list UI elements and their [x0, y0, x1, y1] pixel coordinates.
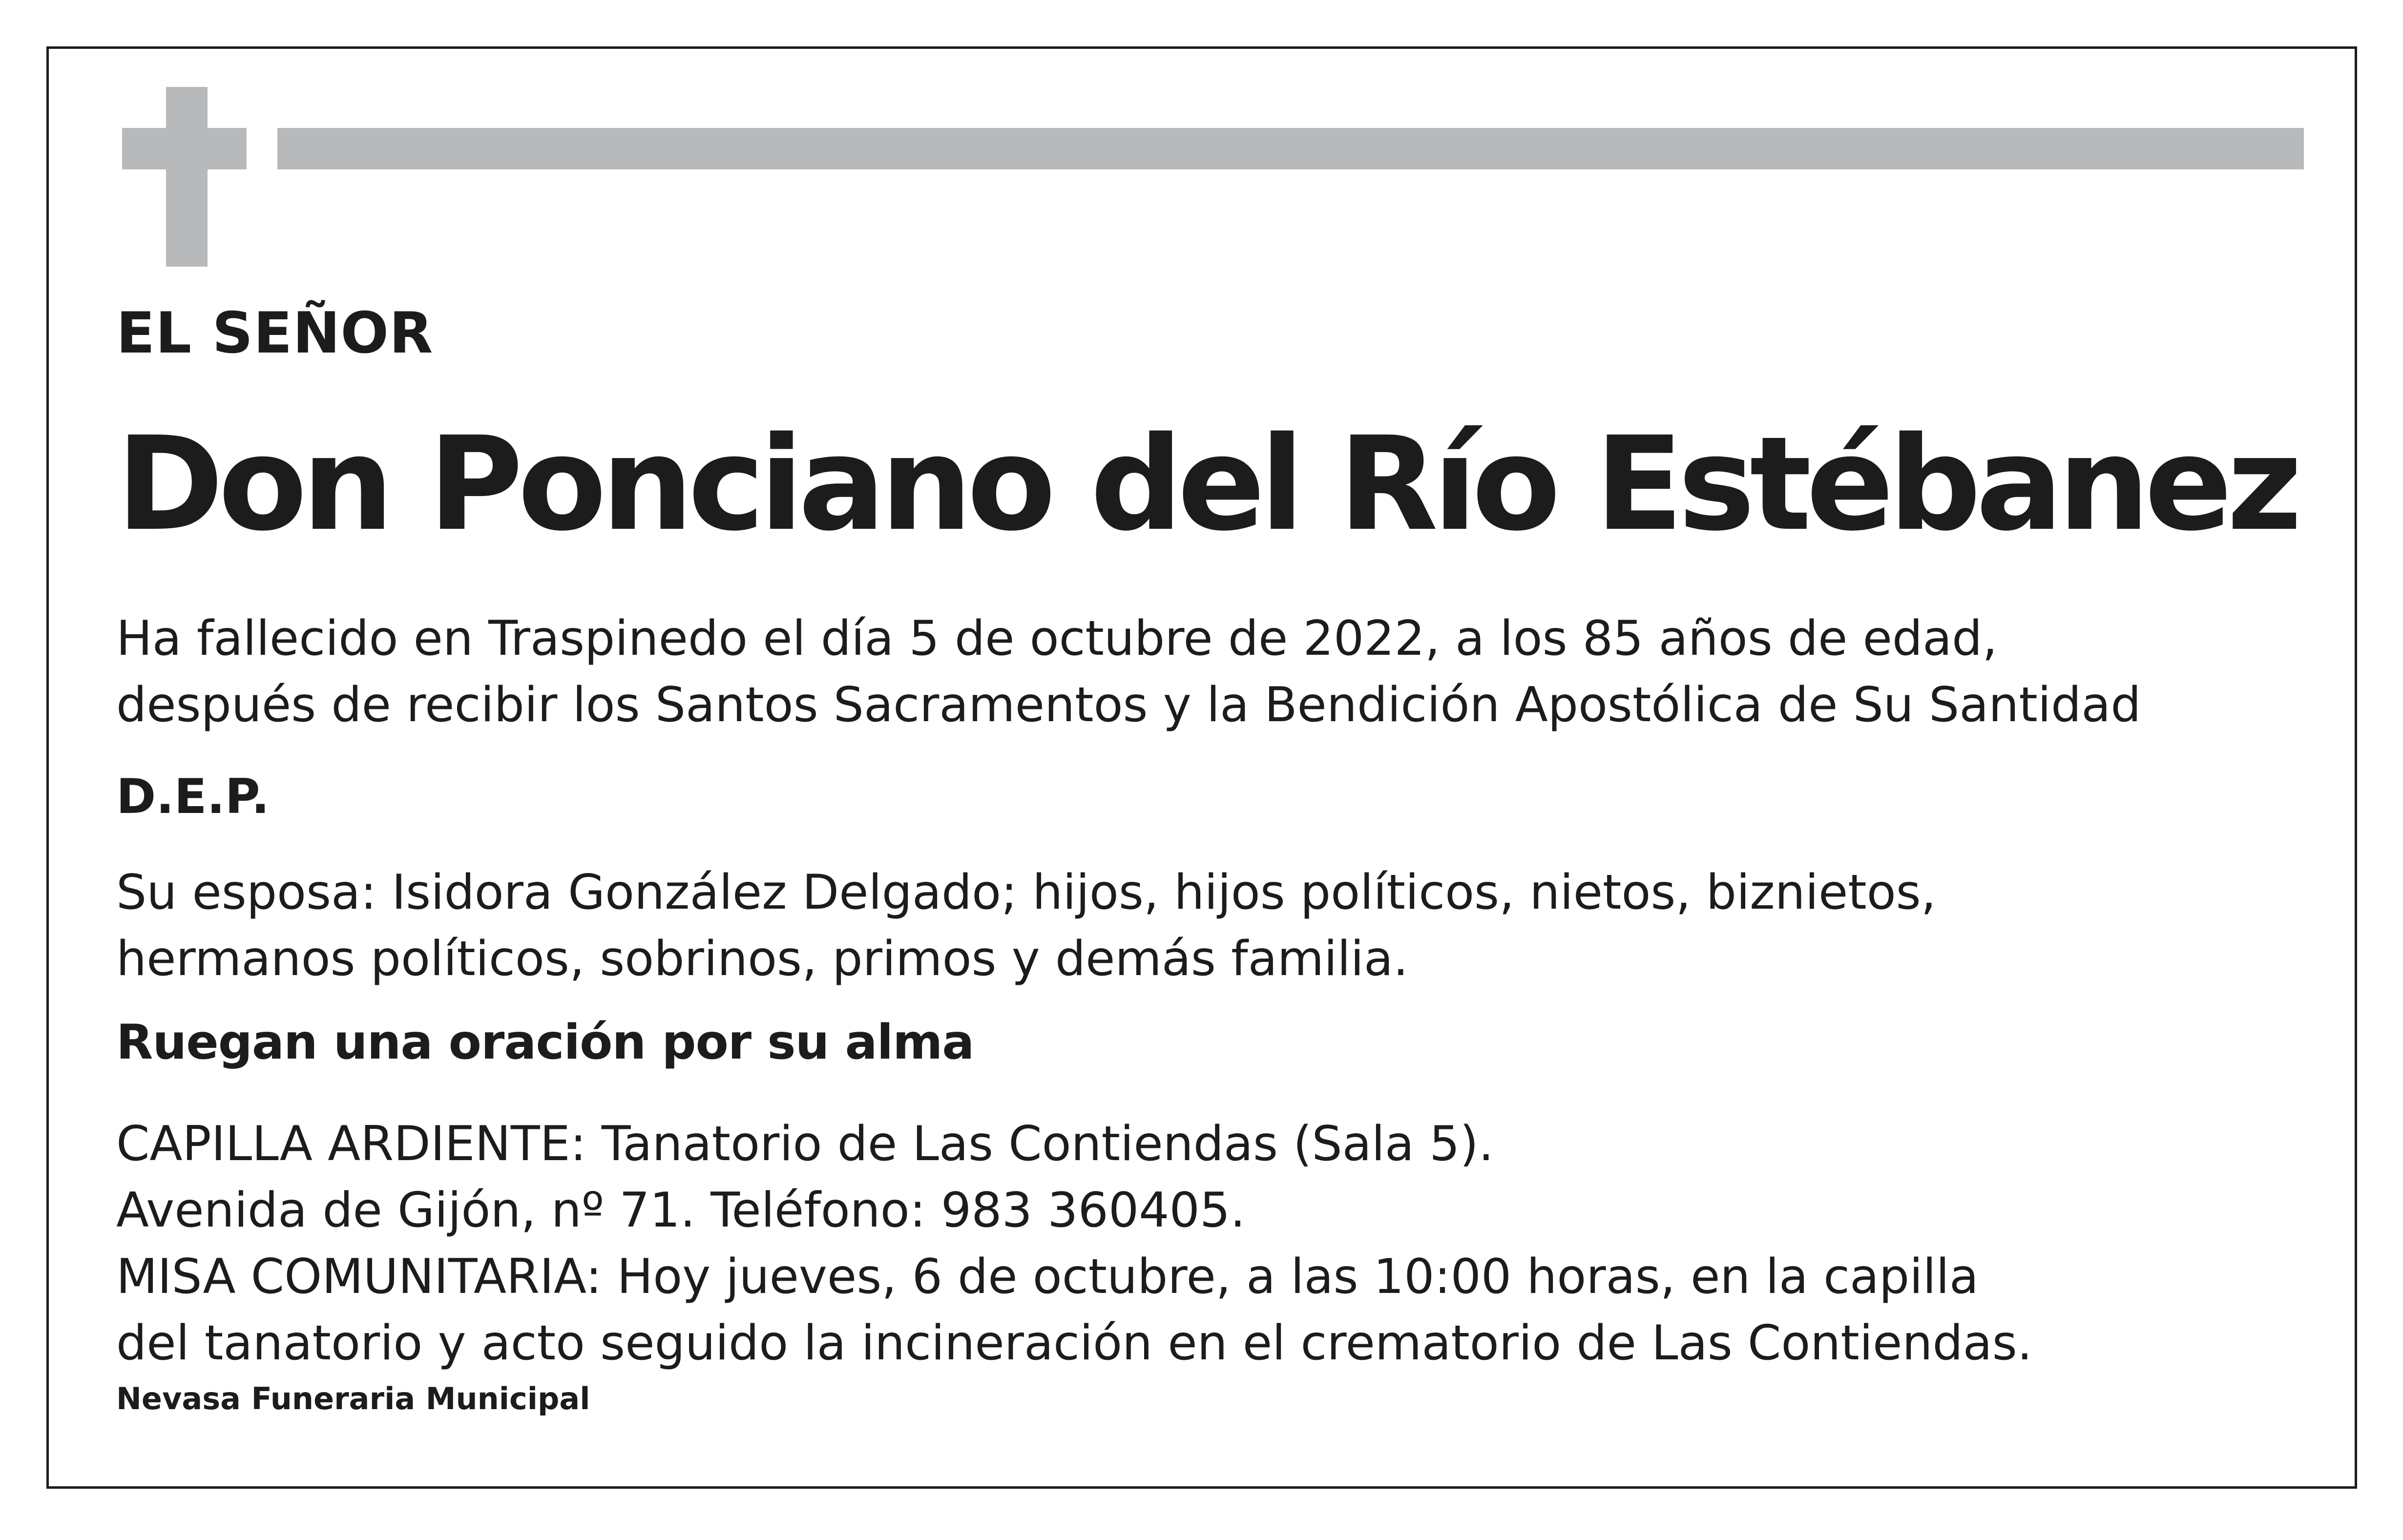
prayer-request: Ruegan una oración por su alma: [116, 1015, 974, 1070]
dep-label: D.E.P.: [116, 769, 270, 825]
service-details: [116, 1111, 2032, 1376]
cross-horizontal-bar: [122, 128, 247, 169]
service-line: CAPILLA ARDIENTE: Tanatorio de Las Contiendas (Sala 5).: [116, 1116, 1494, 1172]
cross-vertical-bar: [166, 87, 208, 267]
header-rule: [277, 128, 2304, 169]
service-line: del tanatorio y acto seguido la incineración en el crematorio de Las Contiendas.: [116, 1315, 2032, 1371]
deceased-name: Don Ponciano del Río Estébanez: [116, 409, 2297, 560]
announcement: [116, 605, 2141, 738]
announcement-line: después de recibir los Santos Sacramentos y la Bendición Apostólica de Su Santidad: [116, 677, 2141, 733]
announcement-line: Ha fallecido en Traspinedo el día 5 de octubre de 2022, a los 85 años de edad,: [116, 611, 1998, 666]
honorific: EL SEÑOR: [116, 300, 434, 366]
family-paragraph: [116, 859, 1936, 992]
family-line: hermanos políticos, sobrinos, primos y demás familia.: [116, 931, 1409, 987]
funeral-home: Nevasa Funeraria Municipal: [116, 1381, 590, 1416]
service-line: Avenida de Gijón, nº 71. Teléfono: 983 360405.: [116, 1183, 1246, 1238]
service-line: MISA COMUNITARIA: Hoy jueves, 6 de octubre, a las 10:00 horas, en la capilla: [116, 1249, 1979, 1305]
family-line: Su esposa: Isidora González Delgado; hijos, hijos políticos, nietos, biznietos,: [116, 865, 1936, 920]
